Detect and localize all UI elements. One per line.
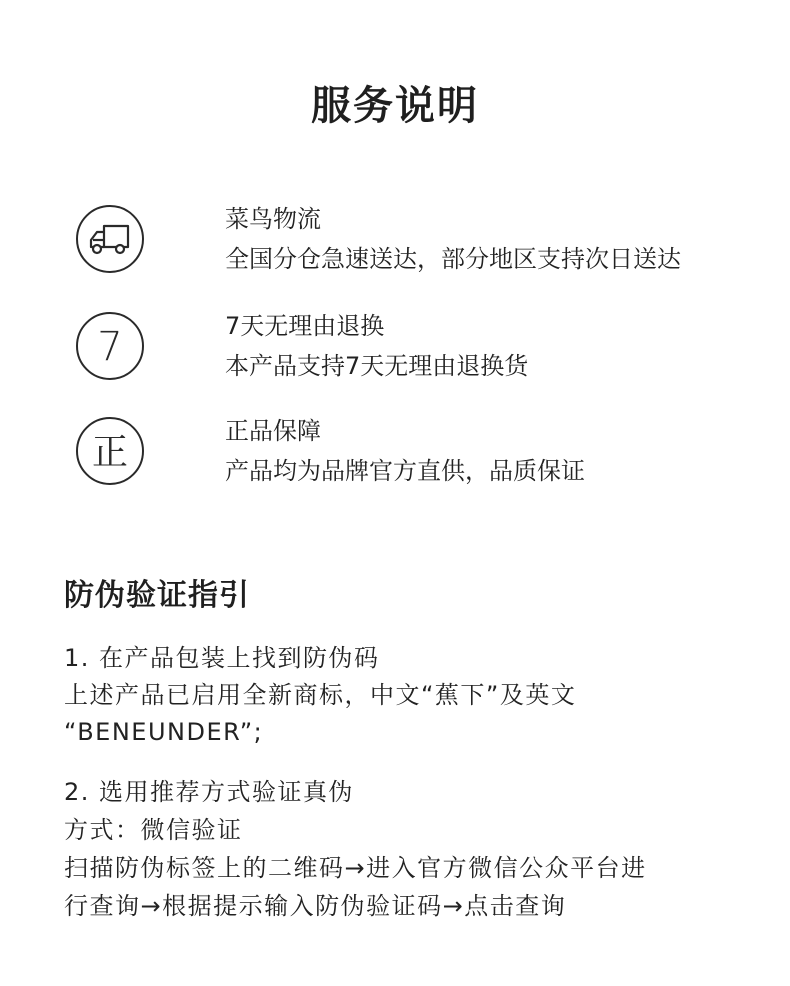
- seven-icon: [76, 312, 144, 380]
- truck-icon-graphic: [78, 207, 142, 271]
- service-title: 7天无理由退换: [225, 312, 385, 340]
- step2-text-line: 方式：微信验证: [64, 816, 243, 844]
- service-item-logistics: [76, 203, 776, 283]
- seven-glyph: 7: [97, 324, 123, 370]
- page-title: 服务说明: [311, 83, 479, 129]
- step2-text-line: 扫描防伪标签上的二维码→进入官方微信公众平台进: [64, 854, 647, 882]
- service-description: 本产品支持7天无理由退换货: [225, 352, 529, 380]
- guide-title: 防伪验证指引: [64, 578, 250, 613]
- genuine-glyph: 正: [91, 432, 129, 473]
- step2-heading: 2. 选用推荐方式验证真伪: [64, 778, 355, 806]
- step1-heading: 1. 在产品包装上找到防伪码: [64, 644, 380, 672]
- service-item-genuine: [76, 415, 776, 495]
- step2-text-line: 行查询→根据提示输入防伪验证码→点击查询: [64, 892, 567, 920]
- service-description: 全国分仓急速送达，部分地区支持次日送达: [225, 245, 681, 273]
- service-title: 菜鸟物流: [225, 205, 321, 233]
- genuine-icon-graphic: [78, 419, 142, 483]
- genuine-icon: [76, 417, 144, 485]
- seven-icon-graphic: [78, 314, 142, 378]
- truck-icon: [76, 205, 144, 273]
- step1-text-line: “BENEUNDER”;: [64, 718, 264, 746]
- step1-text-line: 上述产品已启用全新商标，中文“蕉下”及英文: [64, 681, 577, 709]
- service-title: 正品保障: [225, 417, 321, 445]
- service-description: 产品均为品牌官方直供，品质保证: [225, 457, 585, 485]
- service-item-return: [76, 310, 776, 390]
